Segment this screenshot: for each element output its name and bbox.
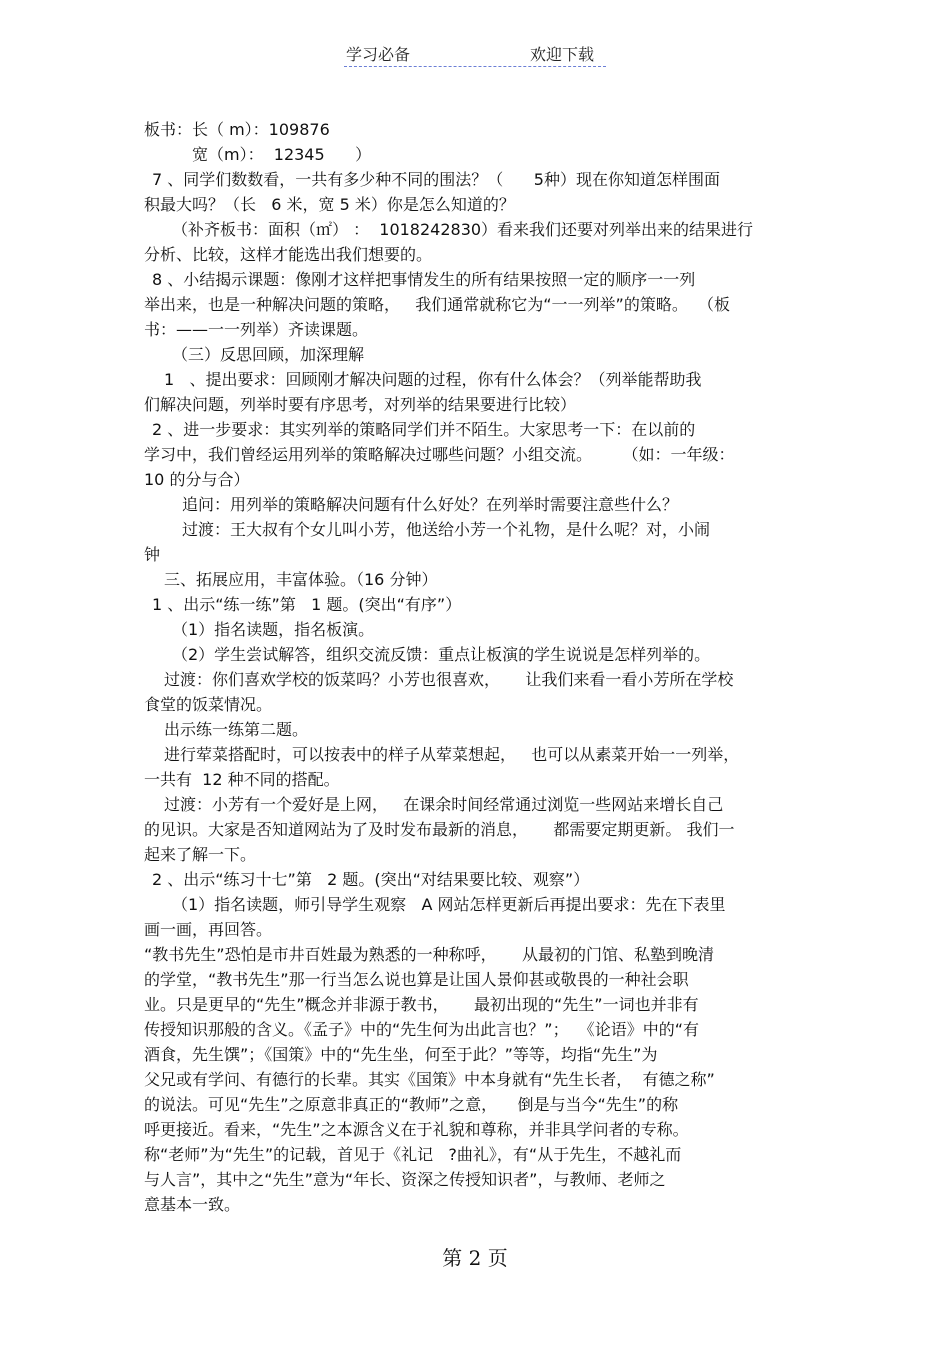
text-line: 的学堂，“教书先生”那一行当怎么说也算是让国人景仰甚或敬畏的一种社会职 (144, 970, 689, 989)
text-line: 起来了解一下。 (144, 845, 257, 864)
text-line: （2）学生尝试解答，组织交流反馈：重点让板演的学生说说是怎样列举的。 (172, 645, 711, 664)
header-left-text: 学习必备 (346, 45, 411, 64)
text-line: 与人言”，其中之“先生”意为“年长、资深之传授知识者”，与教师、老师之 (144, 1170, 666, 1189)
text-line: 过渡：王大叔有个女儿叫小芳，他送给小芳一个礼物，是什么呢？对，小闹 (182, 520, 711, 539)
text-line: “教书先生”恐怕是市井百姓最为熟悉的一种称呼， 从最初的门馆、私塾到晚清 (144, 945, 715, 964)
text-line: 一共有 12 种不同的搭配。 (144, 770, 340, 789)
text-line: 的见识。大家是否知道网站为了及时发布最新的消息， 都需要定期更新。 我们一 (144, 820, 735, 839)
text-line: （1）指名读题，师引导学生观察 A 网站怎样更新后再提出要求：先在下表里 (172, 895, 726, 914)
text-line: 1 、出示“练一练”第 1 题。(突出“有序”） (152, 595, 462, 614)
text-line: （补齐板书：面积（㎡） ： 1018242830）看来我们还要对列举出来的结果进行 (172, 220, 754, 239)
text-line: 称“老师”为“先生”的记载，首见于《礼记 ?曲礼》，有“从于先生，不越礼而 (144, 1145, 682, 1164)
text-line: 学习中，我们曾经运用列举的策略解决过哪些问题？小组交流。 （如：一年级： (144, 445, 735, 464)
text-line: 分析、比较，这样才能选出我们想要的。 (144, 245, 433, 264)
text-line: 积最大吗？（长 6 米，宽 5 米）你是怎么知道的？ (144, 195, 515, 214)
page-header (344, 40, 606, 67)
text-line: 举出来，也是一种解决问题的策略， 我们通常就称它为“一一列举”的策略。 （板 (144, 295, 731, 314)
text-line: （三）反思回顾，加深理解 (172, 345, 365, 364)
text-line: 们解决问题，列举时要有序思考，对列举的结果要进行比较） (144, 395, 577, 414)
text-line: 追问：用列举的策略解决问题有什么好处？在列举时需要注意些什么？ (182, 495, 679, 514)
text-line: 宽（m）： 12345 ） (192, 145, 372, 164)
text-line: （1）指名读题，指名板演。 (172, 620, 375, 639)
text-line: 三、拓展应用，丰富体验。（16 分钟） (164, 570, 438, 589)
text-line: 的说法。可见“先生”之原意非真正的“教师”之意， 倒是与当今“先生”的称 (144, 1095, 679, 1114)
text-line: 酒食，先生馔”；《国策》中的“先生坐，何至于此？”等等，均指“先生”为 (144, 1045, 658, 1064)
text-line: 进行荤菜搭配时，可以按表中的样子从荤菜想起， 也可以从素菜开始一一列举， (164, 745, 740, 764)
text-line: 1 、提出要求：回顾刚才解决问题的过程，你有什么体会？（列举能帮助我 (164, 370, 702, 389)
text-line: 意基本一致。 (144, 1195, 241, 1214)
text-line: 食堂的饭菜情况。 (144, 695, 273, 714)
text-line: 画一画，再回答。 (144, 920, 273, 939)
text-line: 8 、小结揭示课题：像刚才这样把事情发生的所有结果按照一定的顺序一一列 (152, 270, 696, 289)
text-line: 过渡：小芳有一个爱好是上网， 在课余时间经常通过浏览一些网站来增长自己 (164, 795, 724, 814)
text-line: 传授知识那般的含义。《孟子》中的“先生何为出此言也？”； 《论语》中的“有 (144, 1020, 700, 1039)
text-line: 2 、进一步要求：其实列举的策略同学们并不陌生。大家思考一下：在以前的 (152, 420, 696, 439)
page-number: 第 2 页 (442, 1246, 508, 1270)
text-line: 业。只是更早的“先生”概念并非源于教书， 最初出现的“先生”一词也并非有 (144, 995, 699, 1014)
text-line: 父兄或有学问、有德行的长辈。其实《国策》中本身就有“先生长者， 有德之称” (144, 1070, 715, 1089)
text-line: 出示练一练第二题。 (164, 720, 309, 739)
header-right-text: 欢迎下载 (530, 45, 595, 64)
text-line: 7 、同学们数数看，一共有多少种不同的围法？（ 5种）现在你知道怎样围面 (152, 170, 720, 189)
text-line: 过渡：你们喜欢学校的饭菜吗？小芳也很喜欢， 让我们来看一看小芳所在学校 (164, 670, 734, 689)
text-line: 2 、出示“练习十七”第 2 题。(突出“对结果要比较、观察”） (152, 870, 590, 889)
text-line: 板书：长（ m）：109876 (144, 120, 330, 139)
text-line: 钟 (144, 545, 161, 564)
text-line: 呼更接近。看来，“先生”之本源含义在于礼貌和尊称，并非具学问者的专称。 (144, 1120, 689, 1139)
text-line: 10 的分与合） (144, 470, 250, 489)
text-line: 书：——一一列举）齐读课题。 (144, 320, 369, 339)
